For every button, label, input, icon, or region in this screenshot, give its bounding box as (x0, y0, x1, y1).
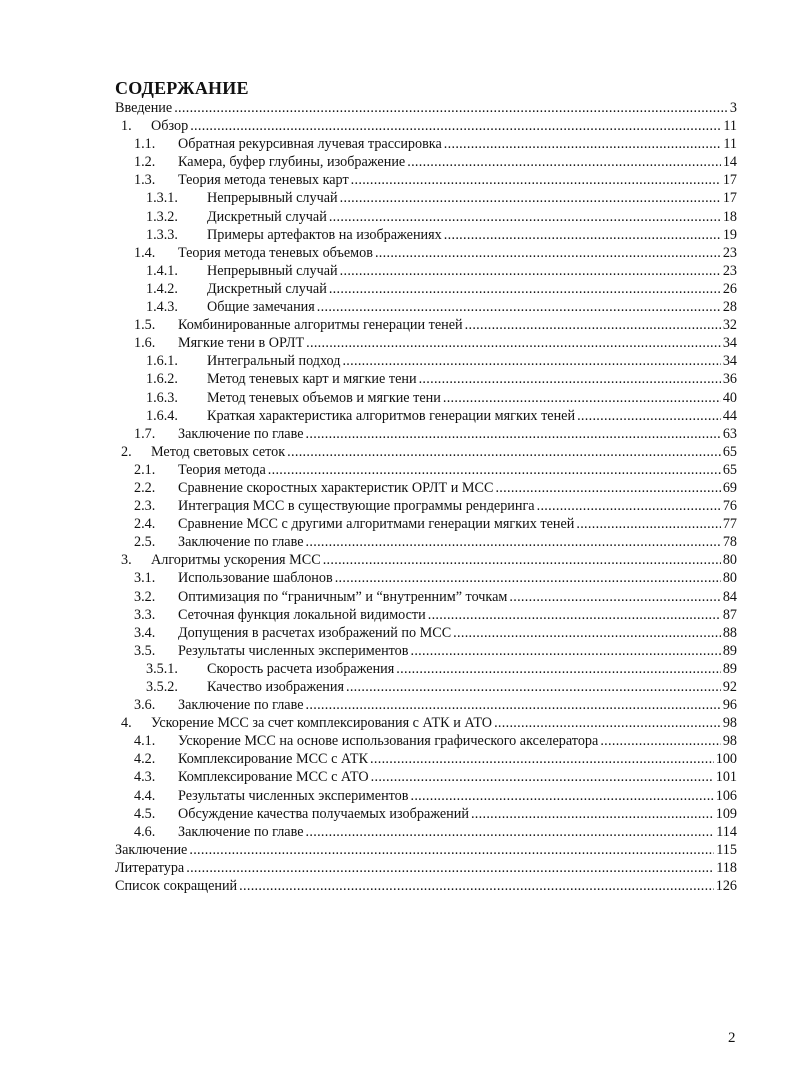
toc-entry-number: 3.5.1. (146, 660, 178, 677)
toc-dot-leader (407, 153, 721, 171)
toc-entry-title: Литература (115, 859, 185, 876)
toc-entry-number: 1.3.3. (146, 226, 178, 243)
toc-entry-page: 14 (722, 154, 737, 171)
toc-entry-page: 44 (722, 407, 737, 424)
toc-entry-page: 100 (715, 751, 737, 768)
toc-entry-page: 80 (722, 552, 737, 569)
toc-dot-leader (419, 370, 721, 388)
toc-dot-leader (329, 208, 721, 226)
toc-entry-page: 115 (716, 841, 737, 858)
toc-entry-number: 3.5.2. (146, 679, 178, 695)
toc-entry-page: 92 (722, 679, 737, 695)
toc-entry-title: Скорость расчета изображения (207, 660, 395, 677)
toc-entry-page: 89 (722, 642, 737, 659)
page-number: 2 (728, 1030, 736, 1046)
toc-entry-number: 1.6.3. (146, 389, 178, 406)
toc-entry-number: 1.6.1. (146, 353, 178, 370)
toc-entry-title: Обзор (151, 118, 189, 135)
toc-entry-page: 98 (722, 733, 737, 750)
toc-entry-number: 1.1. (134, 136, 156, 153)
toc-entry[interactable] (115, 171, 737, 189)
toc-entry-title: Камера, буфер глубины, изображение (178, 154, 406, 171)
toc-entry-number: 1.4. (134, 244, 156, 261)
toc-entry-title: Сравнение МСС с другими алгоритмами генерации мягких теней (178, 516, 575, 533)
toc-entry-number: 3.2. (134, 588, 156, 605)
toc-entry-page: 63 (722, 425, 737, 442)
toc-entry-number: 2.3. (134, 498, 156, 515)
toc-dot-leader (444, 226, 721, 244)
toc-entry-page: 77 (722, 516, 737, 533)
toc-entry-title: Комплексирование МСС с АТО (178, 769, 369, 786)
toc-entry[interactable] (115, 787, 737, 805)
toc-entry-page: 19 (722, 226, 737, 243)
toc-entry-title: Заключение по главе (178, 425, 304, 442)
toc-entry[interactable] (115, 515, 737, 533)
toc-entry-title: Результаты численных экспериментов (178, 642, 409, 659)
toc-dot-leader (494, 714, 721, 732)
toc-entry[interactable] (115, 678, 737, 696)
toc-dot-leader (186, 859, 714, 877)
toc-entry-page: 89 (722, 660, 737, 677)
toc-dot-leader (306, 334, 721, 352)
toc-entry-page: 17 (722, 172, 737, 189)
toc-dot-leader (577, 407, 721, 425)
toc-dot-leader (370, 750, 714, 768)
toc-entry-page: 34 (722, 335, 737, 352)
toc-entry[interactable] (115, 551, 737, 569)
toc-entry-page: 87 (722, 606, 737, 623)
toc-entry-title: Метод теневых карт и мягкие тени (207, 371, 417, 388)
toc-entry-number: 1.2. (134, 154, 156, 171)
toc-dot-leader (509, 588, 720, 606)
toc-entry-title: Непрерывный случай (207, 190, 338, 207)
toc-entry[interactable] (115, 334, 737, 352)
toc-entry-page: 78 (722, 534, 737, 551)
toc-dot-leader (342, 352, 720, 370)
toc-entry-page: 3 (729, 100, 737, 116)
toc-entry-title: Качество изображения (207, 679, 344, 695)
toc-entry[interactable] (115, 877, 737, 895)
toc-entry-page: 23 (722, 262, 737, 279)
toc-dot-leader (306, 696, 721, 714)
toc-title: СОДЕРЖАНИЕ (115, 78, 249, 98)
toc-entry-page: 18 (722, 208, 737, 225)
toc-entry-number: 3.6. (134, 697, 156, 714)
toc-dot-leader (351, 171, 721, 189)
toc-dot-leader (268, 461, 721, 479)
toc-entry-title: Список сокращений (115, 878, 238, 895)
toc-entry[interactable] (115, 262, 737, 280)
toc-entry-number: 2.2. (134, 479, 156, 496)
toc-entry[interactable] (115, 117, 737, 135)
toc-dot-leader (239, 877, 714, 895)
toc-entry-title: Введение (115, 100, 173, 116)
toc-dot-leader (306, 823, 715, 841)
toc-dot-leader (471, 805, 714, 823)
toc-dot-leader (410, 642, 720, 660)
toc-entry-title: Допущения в расчетах изображений по МСС (178, 624, 452, 641)
toc-entry-page: 109 (715, 805, 737, 822)
toc-entry-number: 2.4. (134, 516, 156, 533)
toc-entry[interactable] (115, 425, 737, 443)
toc-entry[interactable] (115, 569, 737, 587)
toc-dot-leader (189, 841, 714, 859)
toc-entry-title: Сеточная функция локальной видимости (178, 606, 426, 623)
toc-entry-page: 28 (722, 299, 737, 316)
toc-entry-number: 1.6.2. (146, 371, 178, 388)
toc-entry[interactable] (115, 226, 737, 244)
toc-entry-page: 118 (716, 859, 737, 876)
toc-entry-page: 40 (722, 389, 737, 406)
toc-entry[interactable] (115, 389, 737, 407)
toc-entry-page: 65 (722, 443, 737, 460)
toc-dot-leader (340, 262, 721, 280)
toc-entry[interactable] (115, 443, 737, 461)
toc-entry-number: 4.5. (134, 805, 156, 822)
toc-entry-title: Мягкие тени в ОРЛТ (178, 335, 305, 352)
toc-entry-number: 4. (121, 715, 132, 732)
toc-entry[interactable] (115, 370, 737, 388)
toc-entry-title: Интегральный подход (207, 353, 341, 370)
toc-entry-number: 2.1. (134, 461, 156, 478)
toc-entry-number: 4.4. (134, 787, 156, 804)
toc-dot-leader (190, 117, 721, 135)
toc-entry-title: Использование шаблонов (178, 570, 333, 587)
toc-entry[interactable] (115, 859, 737, 877)
toc-dot-leader (306, 533, 721, 551)
toc-dot-leader (174, 99, 728, 117)
toc-dot-leader (465, 316, 721, 334)
toc-dot-leader (346, 678, 721, 696)
toc-entry[interactable] (115, 316, 737, 334)
toc-dot-leader (317, 298, 721, 316)
toc-entry[interactable] (115, 298, 737, 316)
toc-entry[interactable] (115, 533, 737, 551)
toc-dot-leader (537, 497, 721, 515)
toc-dot-leader (443, 389, 721, 407)
toc-dot-leader (444, 135, 722, 153)
toc-entry-title: Заключение по главе (178, 697, 304, 714)
toc-dot-leader (576, 515, 720, 533)
toc-entry-title: Заключение по главе (178, 534, 304, 551)
toc-entry-title: Краткая характеристика алгоритмов генерации мягких теней (207, 407, 576, 424)
toc-entry-number: 1.3.2. (146, 208, 178, 225)
toc-entry-title: Оптимизация по “граничным” и “внутренним” точкам (178, 588, 508, 605)
toc-entry[interactable] (115, 714, 737, 732)
toc-entry-page: 26 (722, 280, 737, 297)
toc-entry-number: 3.3. (134, 606, 156, 623)
toc-entry-page: 65 (722, 461, 737, 478)
toc-entry-page: 84 (722, 588, 737, 605)
toc-entry-title: Метод световых сеток (151, 443, 286, 460)
toc-entry-title: Общие замечания (207, 299, 315, 316)
toc-entry[interactable] (115, 768, 737, 786)
toc-entry-page: 106 (715, 787, 737, 804)
toc-entry[interactable] (115, 624, 737, 642)
toc-entry[interactable] (115, 479, 737, 497)
toc-entry[interactable] (115, 99, 737, 117)
toc-entry[interactable] (115, 352, 737, 370)
toc-entry-page: 23 (722, 244, 737, 261)
toc-entry-title: Примеры артефактов на изображениях (207, 226, 442, 243)
toc-entry[interactable] (115, 696, 737, 714)
toc-entry[interactable] (115, 135, 737, 153)
toc-entry-title: Комбинированные алгоритмы генерации теней (178, 317, 463, 334)
toc-entry-title: Метод теневых объемов и мягкие тени (207, 389, 441, 406)
toc-entry-page: 11 (723, 136, 737, 153)
toc-entry-number: 1.6.4. (146, 407, 178, 424)
toc-dot-leader (396, 660, 721, 678)
toc-entry-title: Теория метода (178, 461, 266, 478)
toc-dot-leader (371, 768, 714, 786)
toc-entry-page: 126 (715, 878, 737, 895)
toc-entry-title: Теория метода теневых объемов (178, 244, 373, 261)
toc-entry[interactable] (115, 841, 737, 859)
toc-entry-title: Комплексирование МСС с АТК (178, 751, 369, 768)
toc-list (115, 99, 737, 895)
toc-entry-number: 1. (121, 118, 132, 135)
toc-entry-title: Обсуждение качества получаемых изображений (178, 805, 469, 822)
toc-entry-number: 4.3. (134, 769, 156, 786)
toc-entry-title: Интеграция МСС в существующие программы рендеринга (178, 498, 535, 515)
toc-dot-leader (306, 425, 721, 443)
toc-entry-title: Ускорение МСС за счет комплексирования с АТК и АТО (151, 715, 493, 732)
toc-entry-page: 80 (722, 570, 737, 587)
toc-dot-leader (287, 443, 721, 461)
toc-entry-number: 1.7. (134, 425, 156, 442)
toc-entry-page: 36 (722, 371, 737, 388)
toc-entry-number: 1.3.1. (146, 190, 178, 207)
toc-entry-number: 3. (121, 552, 132, 569)
toc-entry-number: 3.1. (134, 570, 156, 587)
toc-entry-number: 1.5. (134, 317, 156, 334)
toc-entry-number: 4.2. (134, 751, 156, 768)
toc-entry-number: 2.5. (134, 534, 156, 551)
toc-entry-number: 1.4.3. (146, 299, 178, 316)
toc-entry-page: 114 (716, 823, 737, 840)
toc-entry[interactable] (115, 189, 737, 207)
toc-entry-number: 3.4. (134, 624, 156, 641)
toc-entry-title: Сравнение скоростных характеристик ОРЛТ и МСС (178, 479, 494, 496)
toc-dot-leader (323, 551, 721, 569)
toc-entry-number: 3.5. (134, 642, 156, 659)
toc-entry-page: 11 (723, 118, 737, 135)
toc-entry-page: 76 (722, 498, 737, 515)
toc-entry[interactable] (115, 606, 737, 624)
toc-entry[interactable] (115, 407, 737, 425)
toc-entry-number: 2. (121, 443, 132, 460)
toc-dot-leader (410, 787, 713, 805)
toc-entry-title: Заключение (115, 841, 188, 858)
toc-entry-page: 69 (722, 479, 737, 496)
toc-dot-leader (335, 569, 721, 587)
toc-entry-number: 1.4.1. (146, 262, 178, 279)
toc-dot-leader (329, 280, 721, 298)
toc-dot-leader (375, 244, 721, 262)
toc-entry-title: Результаты численных экспериментов (178, 787, 409, 804)
toc-dot-leader (495, 479, 720, 497)
toc-entry[interactable] (115, 750, 737, 768)
toc-entry-title: Обратная рекурсивная лучевая трассировка (178, 136, 442, 153)
toc-entry-page: 34 (722, 353, 737, 370)
toc-entry-page: 98 (722, 715, 737, 732)
toc-entry-title: Ускорение МСС на основе использования графического акселератора (178, 733, 599, 750)
toc-dot-leader (600, 732, 721, 750)
toc-dot-leader (453, 624, 721, 642)
toc-entry-number: 4.6. (134, 823, 156, 840)
toc-entry-page: 96 (722, 697, 737, 714)
toc-entry[interactable] (115, 497, 737, 515)
toc-entry-number: 4.1. (134, 733, 156, 750)
toc-entry[interactable] (115, 642, 737, 660)
toc-dot-leader (428, 606, 721, 624)
toc-entry[interactable] (115, 461, 737, 479)
toc-entry-title: Заключение по главе (178, 823, 304, 840)
toc-entry[interactable] (115, 732, 737, 750)
toc-entry-page: 88 (722, 624, 737, 641)
toc-entry[interactable] (115, 280, 737, 298)
toc-entry[interactable] (115, 244, 737, 262)
toc-entry-title: Алгоритмы ускорения МСС (151, 552, 321, 569)
toc-entry-title: Дискретный случай (207, 280, 327, 297)
toc-entry[interactable] (115, 208, 737, 226)
toc-entry-title: Дискретный случай (207, 208, 327, 225)
toc-entry[interactable] (115, 588, 737, 606)
toc-entry[interactable] (115, 823, 737, 841)
toc-entry-title: Непрерывный случай (207, 262, 338, 279)
toc-entry[interactable] (115, 660, 737, 678)
toc-entry-page: 32 (722, 317, 737, 334)
toc-entry-title: Теория метода теневых карт (178, 172, 349, 189)
toc-entry-number: 1.3. (134, 172, 156, 189)
toc-entry-page: 101 (715, 769, 737, 786)
toc-dot-leader (340, 189, 721, 207)
toc-entry-page: 17 (722, 190, 737, 207)
toc-entry[interactable] (115, 153, 737, 171)
toc-entry-number: 1.4.2. (146, 280, 178, 297)
toc-entry-number: 1.6. (134, 335, 156, 352)
toc-entry[interactable] (115, 805, 737, 823)
